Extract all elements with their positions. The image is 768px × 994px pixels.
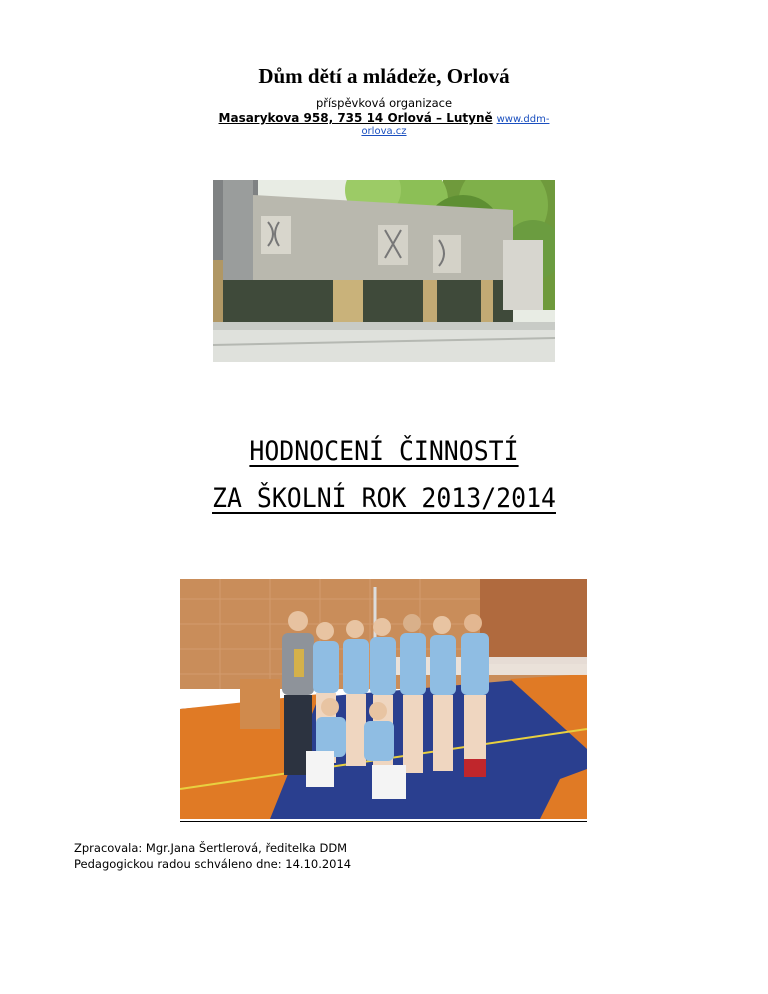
organization-name: Dům dětí a mládeže, Orlová bbox=[258, 64, 510, 88]
volleyball-team-photo bbox=[180, 579, 587, 819]
organization-type: příspěvková organizace bbox=[315, 96, 453, 110]
address: Masarykova 958, 735 14 Orlová – Lutyně bbox=[218, 111, 493, 125]
building-illustration bbox=[213, 180, 555, 362]
website-link-continued[interactable]: orlova.cz bbox=[361, 126, 407, 137]
website-link[interactable]: www.ddm- bbox=[496, 114, 550, 125]
horizontal-rule bbox=[180, 821, 587, 822]
prepared-by: Zpracovala: Mgr.Jana Šertlerová, ředitelka DDM bbox=[74, 841, 348, 855]
building-photo bbox=[213, 180, 555, 362]
approval-date: Pedagogickou radou schváleno dne: 14.10.2014 bbox=[74, 857, 352, 871]
title-line-1: HODNOCENÍ ČINNOSTÍ bbox=[249, 436, 519, 467]
team-illustration bbox=[180, 579, 587, 819]
organization-address-line bbox=[0, 111, 768, 125]
title-line-2: ZA ŠKOLNÍ ROK 2013/2014 bbox=[212, 483, 556, 514]
